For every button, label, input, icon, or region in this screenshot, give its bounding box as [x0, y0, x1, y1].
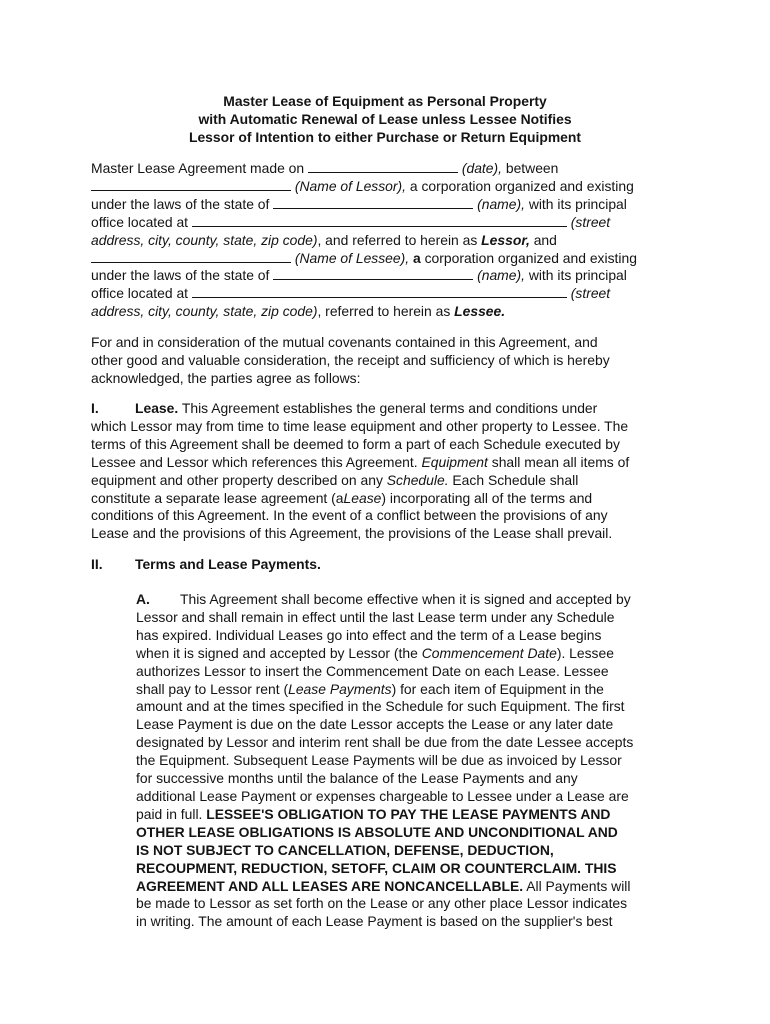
bold-clause: IS NOT SUBJECT TO CANCELLATION, DEFENSE, DEDUCTION, — [136, 841, 554, 858]
bold-clause: AGREEMENT AND ALL LEASES ARE NONCANCELLABLE. — [136, 877, 524, 894]
street-label: (street — [570, 213, 611, 230]
section-heading: Terms and Lease Payments. — [135, 556, 321, 572]
bold-clause: OTHER LEASE OBLIGATIONS IS ABSOLUTE AND UNCONDITIONAL AND — [136, 823, 618, 840]
defined-term: Lease Payments — [288, 680, 392, 697]
intro-text: office located at — [91, 285, 189, 302]
section-lease — [91, 400, 681, 543]
intro-text: between — [505, 160, 559, 176]
paragraph-line: the Equipment. Subsequent Lease Payments will be due as invoiced by Lessor — [136, 752, 622, 769]
section-terms-heading — [91, 556, 681, 574]
paragraph-line: Lease and the provisions of this Agreement, the provisions of the Lease shall prevail. — [91, 525, 613, 542]
bold-clause: LESSEE'S OBLIGATION TO PAY THE LEASE PAYMENTS AND — [206, 805, 611, 822]
paragraph-line: other good and valuable consideration, the receipt and sufficiency of which is hereby — [91, 351, 610, 368]
intro-text: Master Lease Agreement made on — [91, 160, 305, 176]
lessee-name-label: (Name of Lessee), — [294, 249, 410, 266]
paragraph-line: for successive months until the balance of the Lease Payments and any — [136, 770, 578, 787]
paragraph-line: authorizes Lessor to insert the Commencement Date on each Lease. Lessee — [136, 662, 609, 679]
paragraph-line: which Lessor may from time to time lease equipment and other property to Lessee. The — [91, 417, 629, 434]
paragraph-line: when it is signed and accepted by Lessor (the — [136, 644, 418, 661]
intro-text: a — [412, 249, 421, 266]
paragraph-line: Lessee and Lessor which references this Agreement. — [91, 453, 418, 470]
paragraph-line: Lease Payment is due on the date Lessor accepts the Lease or any later date — [136, 716, 614, 733]
paragraph-line: designated by Lessor and interim rent shall be due from the date Lessee accepts — [136, 734, 634, 751]
lessor-name-blank — [91, 178, 291, 191]
paragraph-line: additional Lease Payment or expenses chargeable to Lessee under a Lease are — [136, 787, 629, 804]
section-number: II. — [91, 556, 103, 572]
lessor-name-label: (Name of Lessor), — [294, 177, 407, 194]
defined-term: Equipment — [421, 453, 488, 470]
consideration-paragraph — [91, 334, 681, 388]
bold-clause: RECOUPMENT, REDUCTION, SETOFF, CLAIM OR COUNTERCLAIM. THIS — [136, 859, 617, 876]
paragraph-line: Lessor and shall remain in effect until the last Lease term under any Schedule — [136, 608, 615, 625]
intro-text: under the laws of the state of — [91, 267, 270, 284]
intro-text: , and referred to herein as — [317, 231, 478, 248]
defined-term: Commencement Date — [421, 644, 557, 661]
section-heading: Lease. — [135, 400, 179, 416]
paragraph-line: be made to Lessor as set forth on the Lease or any other place Lessor indicates — [136, 895, 628, 912]
lessor-defined-term: Lessor, — [481, 231, 530, 248]
paragraph-line: in writing. The amount of each Lease Payment is based on the supplier's best — [136, 913, 613, 930]
paragraph-line: has expired. Individual Leases go into effect and the term of a Lease begins — [136, 626, 602, 643]
title-line-2: with Automatic Renewal of Lease unless Lessee Notifies — [198, 110, 572, 127]
paragraph-line: shall pay to Lessor rent ( — [136, 680, 289, 697]
lessee-defined-term: Lessee. — [454, 303, 506, 320]
paragraph-line: ). Lessee — [556, 644, 614, 661]
paragraph-line: conditions of this Agreement. In the event of a conflict between the provisions of any — [91, 507, 608, 524]
intro-text: with its principal — [528, 267, 627, 284]
defined-term: Schedule. — [386, 471, 449, 488]
intro-text: with its principal — [528, 195, 627, 212]
lessor-address-blank — [192, 214, 567, 227]
subsection-letter: A. — [136, 591, 150, 607]
paragraph-line: ) for each item of Equipment in the — [391, 680, 604, 697]
paragraph-line: acknowledged, the parties agree as follows: — [91, 369, 361, 386]
paragraph-line: ) incorporating all of the terms and — [381, 489, 593, 506]
state-name-label: (name), — [477, 195, 525, 212]
paragraph-line: terms of this Agreement shall be deemed to form a part of each Schedule executed by — [91, 435, 620, 452]
intro-text: under the laws of the state of — [91, 195, 270, 212]
paragraph-line: paid in full. — [136, 805, 203, 822]
street-label: (street — [570, 285, 611, 302]
state-name-label: (name), — [477, 267, 525, 284]
intro-text: and — [533, 231, 557, 248]
address-label: address, city, county, state, zip code) — [91, 231, 318, 248]
paragraph-line: constitute a separate lease agreement (a — [91, 489, 344, 506]
paragraph-line: For and in consideration of the mutual covenants contained in this Agreement, and — [91, 334, 598, 350]
date-label: (date), — [461, 160, 502, 176]
intro-text: , referred to herein as — [317, 303, 451, 320]
date-blank — [308, 160, 458, 173]
paragraph-line: amount and at the times specified in the Schedule for such Equipment. The first — [136, 698, 625, 715]
title-line-1: Master Lease of Equipment as Personal Property — [223, 93, 547, 109]
paragraph-line: All Payments will — [526, 877, 631, 894]
intro-text: a corporation organized and existing — [409, 177, 634, 194]
lessor-state-blank — [273, 196, 473, 209]
lessee-name-blank — [91, 250, 291, 263]
title-line-3: Lessor of Intention to either Purchase or Return Equipment — [188, 128, 582, 145]
section-number: I. — [91, 400, 99, 416]
paragraph-line: shall mean all items of — [491, 453, 630, 470]
intro-text: corporation organized and existing — [424, 249, 637, 266]
document-title — [0, 93, 770, 147]
lessee-address-blank — [192, 285, 567, 298]
address-label: address, city, county, state, zip code) — [91, 303, 318, 320]
paragraph-line: Each Schedule shall — [452, 471, 579, 488]
intro-paragraph — [91, 160, 681, 321]
intro-text: office located at — [91, 213, 189, 230]
lessee-state-blank — [273, 267, 473, 280]
defined-term: Lease — [343, 489, 382, 506]
paragraph-line: This Agreement shall become effective when it is signed and accepted by — [180, 591, 631, 607]
paragraph-line: equipment and other property described on any — [91, 471, 383, 488]
section-terms-subsection-a — [136, 591, 681, 931]
paragraph-line: This Agreement establishes the general terms and conditions under — [181, 400, 598, 416]
